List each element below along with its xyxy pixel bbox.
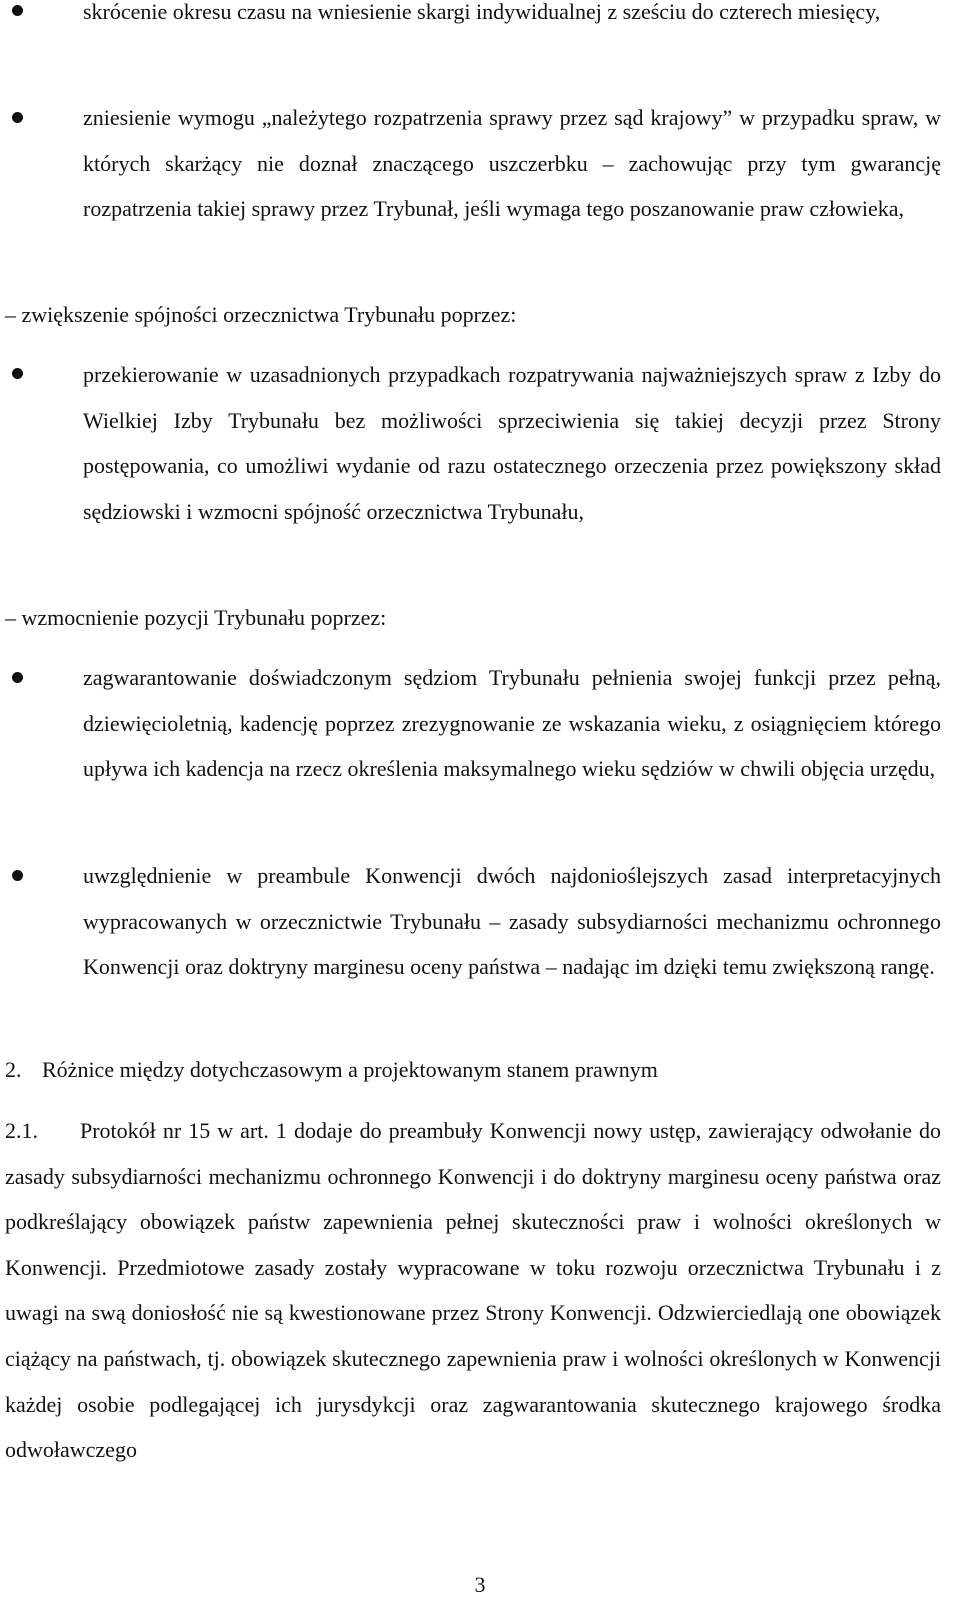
bullet-dot — [12, 112, 23, 123]
bullet-item-grand-chamber: przekierowanie w uzasadnionych przypadkach rozpatrywania najważniejszych spraw z Izby do Wielkiej Izby Trybunału bez możliwości sprzeciwienia się takiej decyzji przez Strony postępowania, co umożliwi wydanie od razu ostatecznego orzeczenia przez powiększony skład sędziowski i wzmocni spójność orzecznictwa Trybunału, — [83, 362, 941, 524]
bullet-item-judges-term: zagwarantowanie doświadczonym sędziom Trybunału pełnienia swojej funkcji przez pełną, dziewięcioletnią, kadencję poprzez zrezygnowanie ze wskazania wieku, z osiągnięciem którego upływa ich kadencja na rzecz określenia maksymalnego wieku sędziów w chwili objęcia urzędu, — [83, 665, 941, 782]
subsection-number: 2.1. — [5, 1118, 38, 1143]
section-heading — [5, 1050, 658, 1090]
dash-item-consistency: – zwiększenie spójności orzecznictwa Trybunału poprzez: — [5, 302, 517, 327]
bullet-item-preamble: uwzględnienie w preambule Konwencji dwóch najdonioślejszych zasad interpretacyjnych wypracowanych w orzecznictwie Trybunału – zasady subsydiarności mechanizmu ochronnego Konwencji oraz doktryny marginesu oceny państwa – nadając im dzięki temu zwiększoną rangę. — [83, 863, 941, 980]
bullet-dot — [12, 368, 23, 379]
bullet-dot — [12, 5, 23, 16]
section-title: Różnice między dotychczasowym a projektowanym stanem prawnym — [42, 1057, 658, 1082]
bullet-dot — [12, 672, 23, 683]
dash-item-strengthen-court: – wzmocnienie pozycji Trybunału poprzez: — [5, 605, 387, 630]
section-number: 2. — [5, 1057, 22, 1082]
bullet-dot — [12, 870, 23, 881]
bullet-item-shorten-deadline: skrócenie okresu czasu na wniesienie skargi indywidualnej z sześciu do czterech miesięcy, — [83, 0, 881, 24]
subsection-text: Protokół nr 15 w art. 1 dodaje do preambuły Konwencji nowy ustęp, zawierający odwołanie do zasady subsydiarności mechanizmu ochronnego Konwencji i do doktryny marginesu oceny państwa oraz podkreślający obowiązek państw zapewnienia pełnej skuteczności praw i wolności określonych w Konwencji. Przedmiotowe zasady zostały wypracowane w toku rozwoju orzecznictwa Trybunału i z uwagi na swą doniosłość nie są kwestionowane przez Strony Konwencji. Odzwierciedlają one obowiązek ciążący na państwach, tj. obowiązek skutecznego zapewnienia praw i wolności określonych w Konwencji każdej osobie podlegającej ich jurysdykcji oraz zagwarantowania skutecznego krajowego środka odwoławczego — [5, 1118, 941, 1463]
section-2-1-paragraph — [5, 1108, 941, 1473]
bullet-item-abolish-requirement: zniesienie wymogu „należytego rozpatrzenia sprawy przez sąd krajowy” w przypadku spraw, w których skarżący nie doznał znaczącego uszczerbku – zachowując przy tym gwarancję rozpatrzenia takiej sprawy przez Trybunał, jeśli wymaga tego poszanowanie praw człowieka, — [83, 105, 941, 222]
page-number: 3 — [474, 1572, 486, 1597]
